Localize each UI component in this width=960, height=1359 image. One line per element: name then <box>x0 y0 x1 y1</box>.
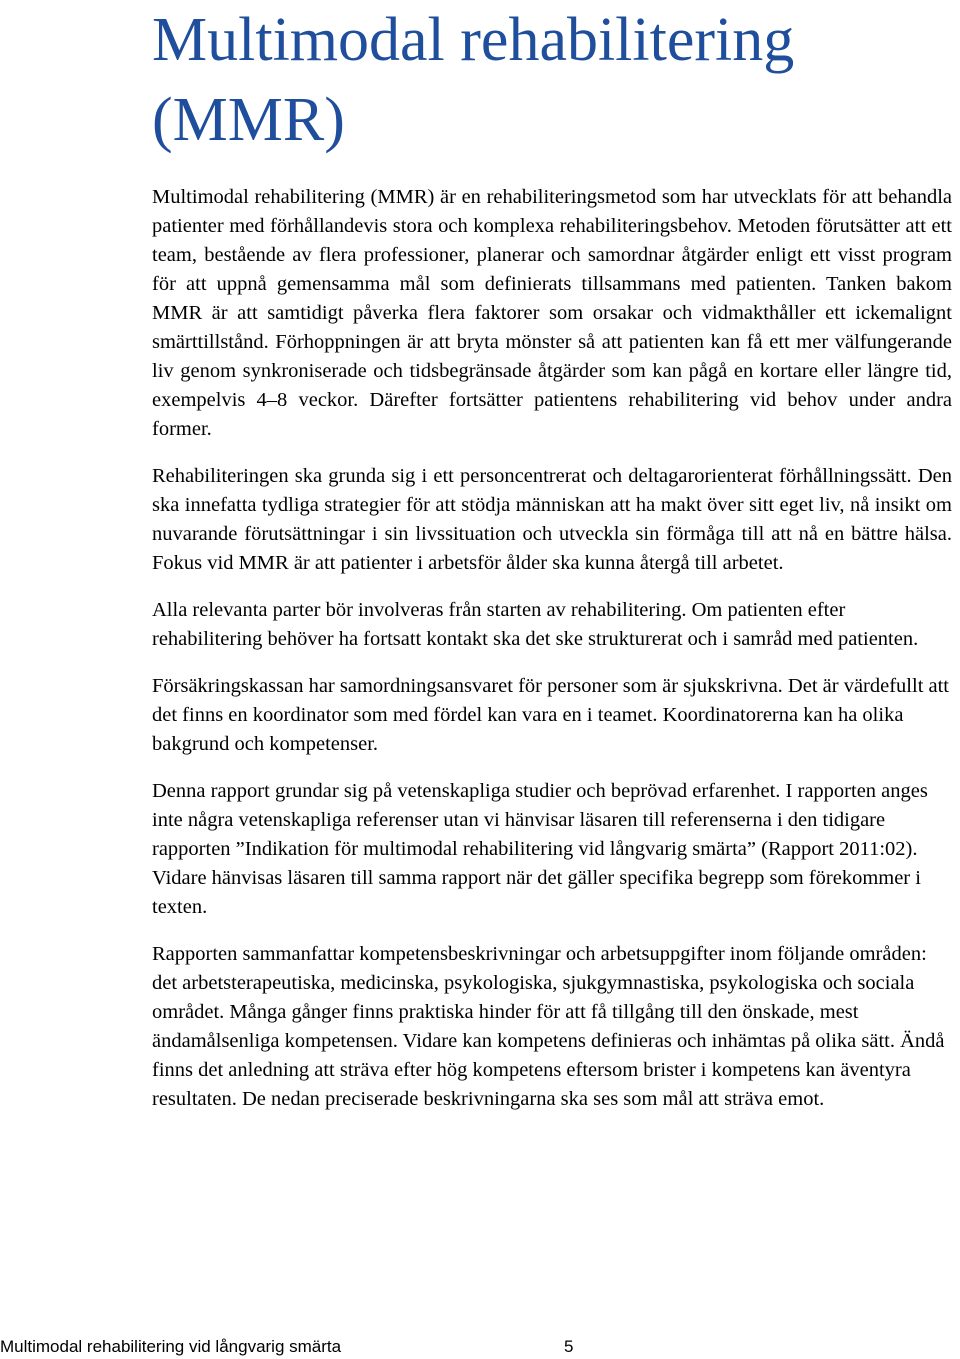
body-text <box>152 183 952 1132</box>
page-footer <box>0 1336 960 1358</box>
paragraph-person-centered: Rehabiliteringen ska grunda sig i ett personcentrerat och deltagarorienterat förhållningssätt. Den ska innefatta tydliga strategier för att stödja människan att ha makt över sitt eget liv, nå insikt om nuvarande förutsättningar i sin livssituation och utveckla sin förmåga till att nå en bättre hälsa. Fokus vid MMR är att patienter i arbetsför ålder ska kunna återgå till arbetet. <box>152 465 952 574</box>
paragraph-relevant-parties: Alla relevanta parter bör involveras från starten av rehabilitering. Om patienten efter rehabilitering behöver ha fortsatt kontakt ska det ske strukturerat och i samråd med patienten. <box>152 599 919 650</box>
paragraph-mmr-definition: Multimodal rehabilitering (MMR) är en rehabiliteringsmetod som har utvecklats för att behandla patienter med förhållandevis stora och komplexa rehabiliteringsbehov. Metoden förutsätter att ett team, bestående av flera professioner, planerar och samordnar åtgärder enligt ett visst program för att uppnå gemensamma mål som definierats tillsammans med patienten. Tanken bakom MMR är att samtidigt påverka flera faktorer som orsakar och vidmakthåller ett ickemalignt smärttillstånd. Förhoppningen är att bryta mönster så att patienten kan få ett mer välfungerande liv genom synkroniserade och tidsbegränsade åtgärder som kan pågå en kortare eller längre tid, exempelvis 4–8 veckor. Därefter fortsätter patientens rehabilitering vid behov under andra former. <box>152 186 952 440</box>
footer-document-title: Multimodal rehabilitering vid långvarig smärta <box>0 1337 342 1356</box>
page-number: 5 <box>564 1337 574 1356</box>
paragraph-coordination: Försäkringskassan har samordningsansvaret för personer som är sjukskrivna. Det är värdefullt att det finns en koordinator som med fördel kan vara en i teamet. Koordinatorerna kan ha olika bakgrund och kompetenser. <box>152 675 950 755</box>
paragraph-competence-summary: Rapporten sammanfattar kompetensbeskrivningar och arbetsuppgifter inom följande områden: det arbetsterapeutiska, medicinska, psykologiska, sjukgymnastiska, psykologiska och sociala området. Många gånger finns praktiska hinder för att få tillgång till den önskade, mest ändamålsenliga kompetensen. Vidare kan kompetens definieras och inhämtas på olika sätt. Ändå finns det anledning att sträva efter hög kompetens eftersom brister i kompetens kan äventyra resultaten. De nedan preciserade beskrivningarna ska ses som mål att sträva emot. <box>152 943 945 1110</box>
page-title: Multimodal rehabilitering (MMR) <box>152 6 795 154</box>
paragraph-report-basis: Denna rapport grundar sig på vetenskapliga studier och beprövad erfarenhet. I rapporten anges inte några vetenskapliga referenser utan vi hänvisar läsaren till referenserna i den tidigare rapporten ”Indikation för multimodal rehabilitering vid långvarig smärta” (Rapport 2011:02). Vidare hänvisas läsaren till samma rapport när det gäller specifika begrepp som förekommer i texten. <box>152 780 928 918</box>
